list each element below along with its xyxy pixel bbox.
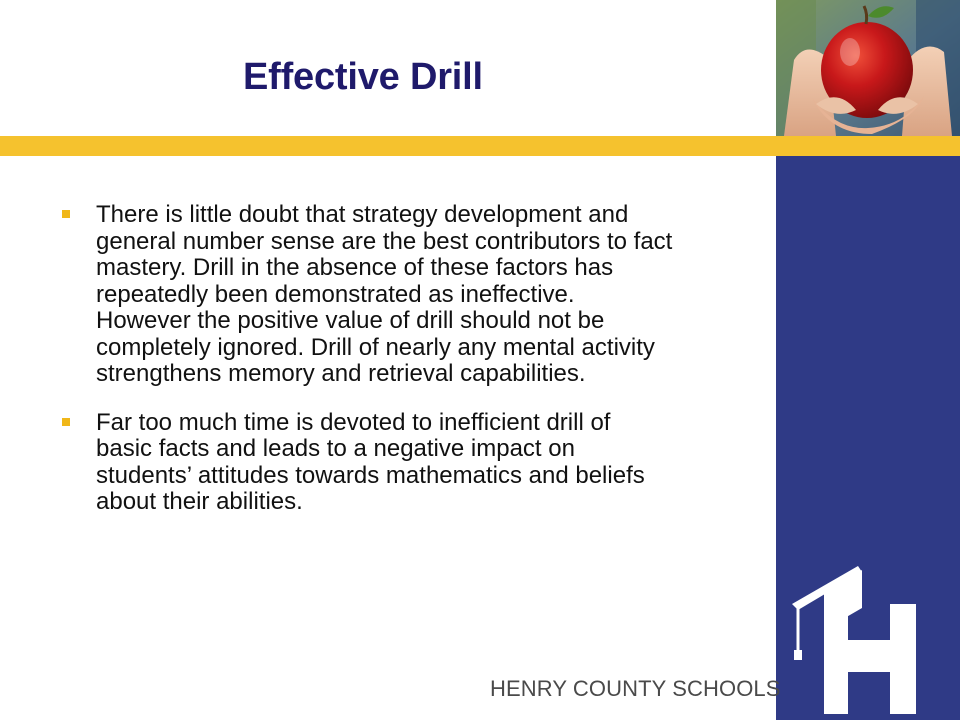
school-name-footer: HENRY COUNTY SCHOOLS xyxy=(490,676,781,701)
bullet-text: There is little doubt that strategy development and general number sense are the best contributors to fact mastery. Drill in the absence of these factors has repeatedly been demonstrated as ineffective. However the positive value of drill should not be completely ignored. Drill of nearly any mental activity strengthens memory and retrieval capabilities. xyxy=(96,201,673,387)
bullet-text: Far too much time is devoted to inefficient drill of basic facts and leads to a negative impact on students’ attitudes towards mathematics and beliefs about their abilities. xyxy=(96,408,645,515)
graduation-cap-h-logo xyxy=(776,156,960,720)
side-panel xyxy=(776,156,960,720)
bullet-item xyxy=(58,410,748,516)
square-bullet-icon xyxy=(62,210,70,218)
square-bullet-icon xyxy=(62,418,70,426)
bullet-item xyxy=(58,202,748,388)
slide-title: Effective Drill xyxy=(243,56,483,98)
bullet-list xyxy=(58,202,748,538)
hands-holding-apple-photo xyxy=(776,0,960,136)
gold-divider-bar xyxy=(0,136,960,156)
